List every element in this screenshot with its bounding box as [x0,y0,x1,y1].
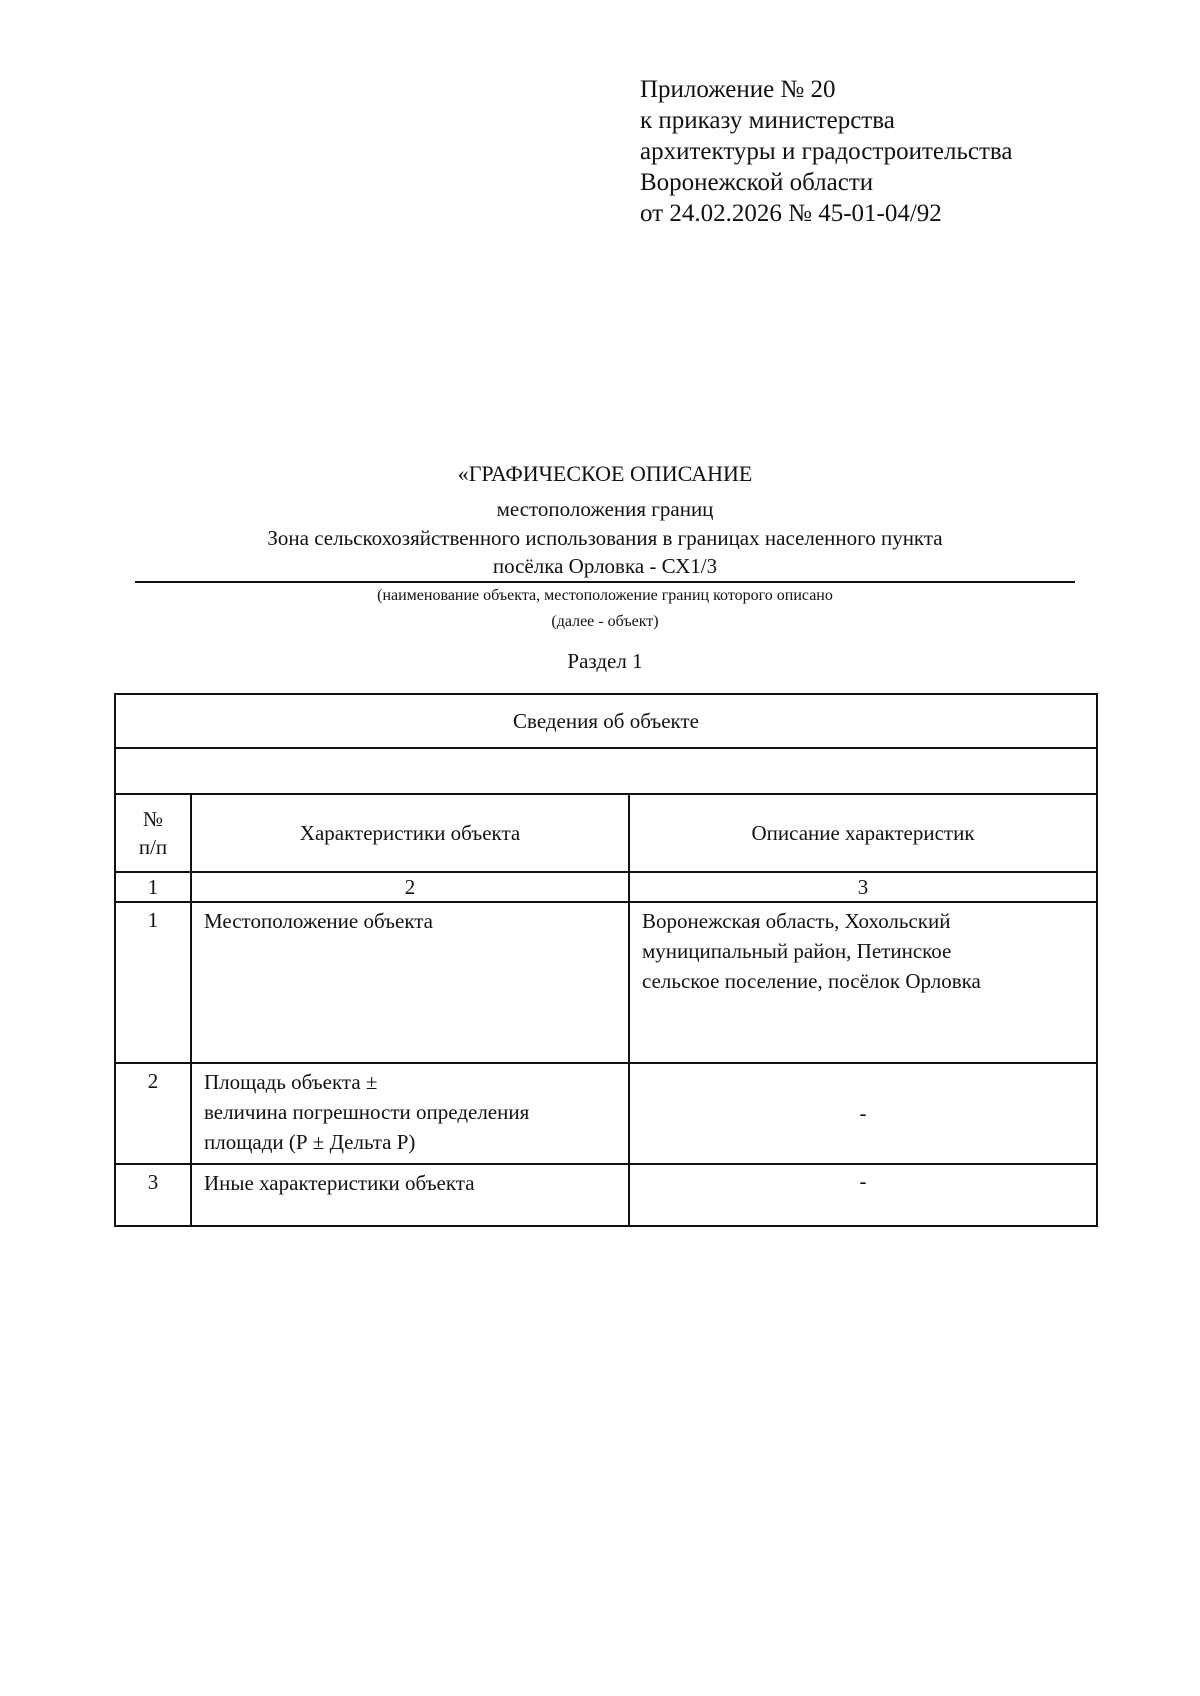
object-name-line: посёлка Орловка - СХ1/3 [492,554,718,578]
table-blank-cell [115,748,1097,794]
description-line: Воронежская область, Хохольский [642,909,951,933]
object-caption [135,583,1075,635]
column-number: 1 [115,872,191,902]
table-row [115,1063,1097,1164]
row-number: 2 [115,1063,191,1164]
column-number: 3 [629,872,1097,902]
description-line: сельское поселение, посёлок Орловка [642,969,981,993]
characteristic-line: Площадь объекта ± [204,1070,378,1094]
title-block [135,460,1075,675]
row-description [629,902,1097,1063]
table-column-number-row [115,872,1097,902]
row-characteristic: Местоположение объекта [191,902,629,1063]
appendix-line: Воронежской области [640,169,874,196]
row-number: 3 [115,1164,191,1226]
document-subtitle: местоположения границ [496,497,714,521]
characteristic-line: величина погрешности определения [204,1100,530,1124]
table-heading: Сведения об объекте [115,694,1097,748]
appendix-line: Приложение № 20 [640,76,836,103]
row-characteristic: Иные характеристики объекта [191,1164,629,1226]
section-label: Раздел 1 [567,649,643,673]
caption-line: (наименование объекта, местоположение границ которого описано [377,587,833,604]
row-number: 1 [115,902,191,1063]
column-header-number-line: п/п [138,835,168,859]
column-header-number-line: № [142,807,164,831]
object-name-line: Зона сельскохозяйственного использования в границах населенного пункта [267,526,943,550]
object-name [135,524,1075,580]
table-row [115,1164,1097,1226]
column-number: 2 [191,872,629,902]
table-row [115,902,1097,1063]
row-characteristic [191,1063,629,1164]
appendix-line: к приказу министерства [640,107,895,134]
table-heading-row [115,694,1097,748]
characteristic-line: площади (Р ± Дельта Р) [204,1130,416,1154]
document-title: «ГРАФИЧЕСКОЕ ОПИСАНИЕ [457,461,753,486]
column-header-number [115,794,191,872]
column-header-description: Описание характеристик [629,794,1097,872]
column-header-characteristics: Характеристики объекта [191,794,629,872]
appendix-reference [640,74,1012,229]
table-column-header-row [115,794,1097,872]
appendix-line: от 24.02.2026 № 45-01-04/92 [640,200,942,227]
appendix-line: архитектуры и градостроительства [640,138,1013,165]
description-line: муниципальный район, Петинское [642,939,952,963]
object-info-table [114,693,1098,1227]
row-description: - [629,1063,1097,1164]
row-description: - [629,1164,1097,1226]
caption-line: (далее - объект) [551,613,659,630]
table-blank-row [115,748,1097,794]
